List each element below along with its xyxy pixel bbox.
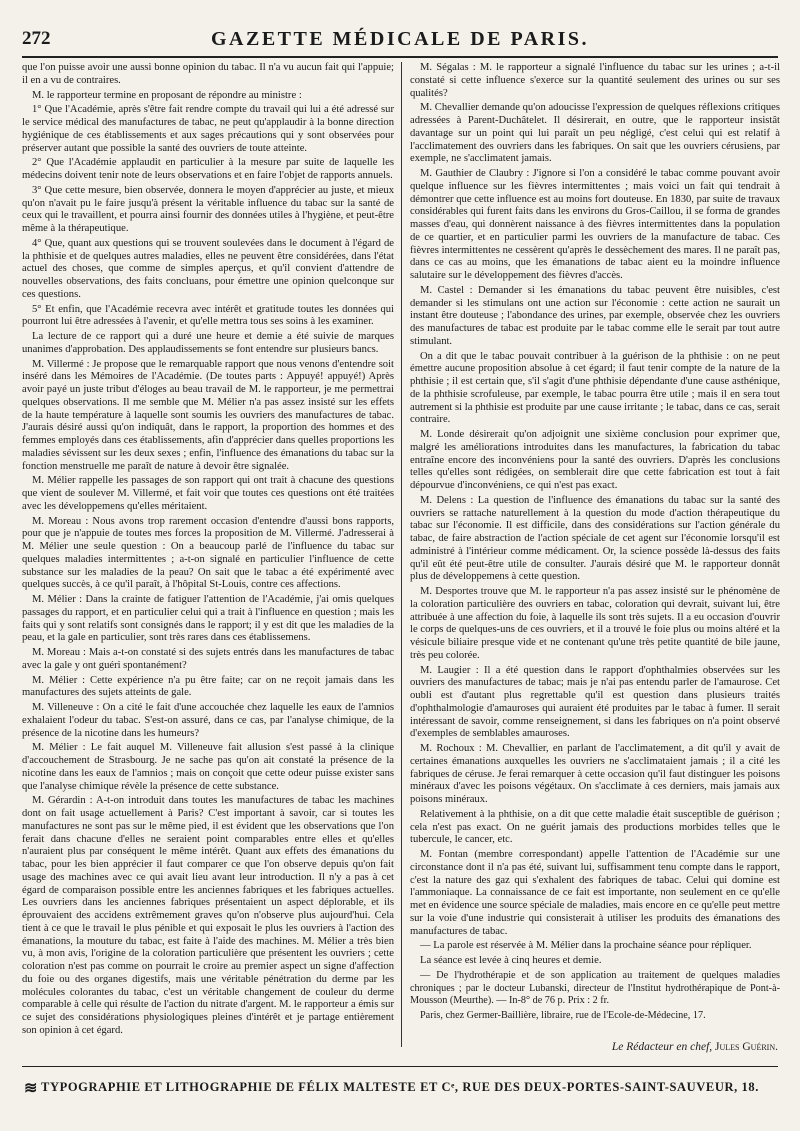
paragraph: 3° Que cette mesure, bien observée, donnera le moyen d'apprécier au juste, et mieux qu'on n'avait pu le faire jusqu'à présent la véritable influence du tabac sur la santé de ceux qui le travaillent, et pourra ainsi fournir des données utiles à l'hygiène, et peut-être même à la thérapeutique. xyxy=(22,184,394,234)
paragraph: 2° Que l'Académie applaudit en particulier à la mesure par suite de laquelle les médecins doivent tenir note de leurs observations et en faire l'objet de rapports annuels. xyxy=(22,157,394,181)
paragraph: 4° Que, quant aux questions qui se trouvent soulevées dans le document à l'égard de la phthisie et de quelques autres maladies, elles ne peuvent être considérées, dans l'état actuel des choses, que comme de simples aperçus, et qu'il convient d'attendre de nouvelles observations, des faits concluans, pour émettre une opinion quelconque sur ces questions. xyxy=(22,237,394,300)
journal-title: GAZETTE MÉDICALE DE PARIS. xyxy=(210,27,590,50)
column-divider xyxy=(401,62,402,1047)
paragraph: M. Ségalas : M. le rapporteur a signalé l'influence du tabac sur les urines ; a-t-il constaté si cette influence s'exerce sur la quantité seulement des urines ou sur ses qualités? xyxy=(410,62,780,99)
right-column xyxy=(410,62,780,1062)
paragraph: M. Rochoux : M. Chevallier, en parlant de l'acclimatement, a dit qu'il y avait de certaines émanations auxquelles les ouvriers ne s'acclimataient jamais ; il a cité les fabriques de céruse. Je ferai remarquer à cette occasion qu'il faut distinguer les poisons minéraux d'avec les poisons végétaux. On s'acclimate à ces derniers, mais jamais aux poisons minéraux. xyxy=(410,743,780,805)
editor-name: Jules Guérin. xyxy=(715,1041,778,1053)
header-rule xyxy=(22,56,778,58)
paragraph: La lecture de ce rapport qui a duré une heure et demie a été suivie de marques unanimes d'approbation. Des applaudissements se font entendre sur plusieurs bancs. xyxy=(22,331,394,355)
footer-rule xyxy=(22,1066,778,1067)
paragraph: M. Londe désirerait qu'on adjoignit une sixième conclusion pour exprimer que, malgré les améliorations introduites dans les manufactures, la fabrication du tabac entraîne encore des inconvéniens pour la santé des ouvriers. D'après les conclusions telles qu'elles sont rédigées, on semblerait dire que cette fabrication est tout à fait dépourvue d'inconvéniens, ce qui n'est pas exact. xyxy=(410,429,780,491)
paragraph: M. Fontan (membre correspondant) appelle l'attention de l'Académie sur une circonstance dont il n'a pas été, suivant lui, suffisamment tenu compte dans le rapport, c'est la nature des gaz qui s'exhalent des fabriques de tabac. Celui qui domine est l'ammoniaque. La connaissance de ce fait est importante, non seulement en ce qu'elle met en évidence une source spéciale de maladies, mais encore en ce qu'elle peut mettre sur la voie d'une industrie qui consisterait à utiliser les produits des émanations des manufactures de tabac. xyxy=(410,849,780,937)
printer-line: TYPOGRAPHIE ET LITHOGRAPHIE DE FÉLIX MALTESTE ET Cᵉ, RUE DES DEUX-PORTES-SAINT-SAUVEUR, 18. xyxy=(41,1080,759,1094)
paragraph: M. Mélier : Le fait auquel M. Villeneuve fait allusion s'est passé à la clinique d'accouchement de Strasbourg. Je ne sache pas qu'on ait constaté la présence de la nicotine dans les eaux de l'amnios ; mais on conçoit que cette odeur puisse exister sans que l'analyse chimique révèle la présence de cette substance. xyxy=(22,742,394,792)
page-number: 272 xyxy=(22,28,51,49)
paragraph: La séance est levée à cinq heures et demie. xyxy=(420,955,602,966)
printer-ornament-icon: ≋ xyxy=(24,1078,38,1097)
paragraph: M. le rapporteur termine en proposant de répondre au ministre : xyxy=(32,89,302,101)
bibliography-entry: — De l'hydrothérapie et de son application au traitement de quelques maladies chroniques ; par le docteur Lubanski, directeur de l'Institut hydrothérapique de Pont-à-Mousson (Meurthe). — In-8° de 76 p. Prix : 2 fr. xyxy=(410,969,780,1007)
paragraph: Relativement à la phthisie, on a dit que cette maladie était susceptible de guérison ; cela n'est pas exact. On ne guérit jamais des productions morbides telles que le tubercule, le cancer, etc. xyxy=(410,808,780,846)
paragraph: M. Desportes trouve que M. le rapporteur n'a pas assez insisté sur le phénomène de la coloration particulière des ouvriers en tabac, coloration qui devrait, suivant lui, être attribuée à une affection du foie, à laquelle ils sont très sujets. Il a eu occasion d'ouvrir le corps de quelques-uns de ces ouvriers, et il a trouvé le foie plus ou moins altéré et la vésicule biliaire presque vide et ne contenant qu'une très petite quantité de bile jaune, très peu colorée. xyxy=(410,586,780,661)
bibliography-notice xyxy=(410,970,780,1023)
paragraph: M. Chevallier demande qu'on adoucisse l'expression de quelques réflexions critiques adressées à Parent-Duchâtelet. Il désirerait, en outre, que le rapporteur insistât davantage sur un point qui lui paraît un peu négligé, c'est celui qui est relatif à l'acclimatement des ouvriers dans les fabriques. On sait que les ouvriers cérusiens, par exemple, ne s'acclimatent jamais. xyxy=(410,102,780,165)
paragraph: M. Laugier : Il a été question dans le rapport d'ophthalmies observées sur les ouvriers des manufactures de tabac; mais je n'ai pas entendu parler de l'amaurose. Cet oubli est d'autant plus regrettable qu'il est question dans plusieurs traités d'ophthalmologie d'amauroses qui auraient été produites par le tabac à fumer. Il serait intéressant de savoir, comme renseignement, si dans les fabriques on n'a point observé d'exemples de semblables amauroses. xyxy=(410,664,780,740)
paragraph: M. Castel : Demander si les émanations du tabac peuvent être nuisibles, c'est demander si les stimulans ont une action sur l'économie : cette action ne saurait un instant être douteuse ; l'abondance des urines, par exemple, observée chez les ouvriers des manufactures de tabac est produite par le tabac comme elle le serait par tout autre stimulant. xyxy=(410,284,780,347)
paragraph: On a dit que le tabac pouvait contribuer à la guérison de la phthisie : on ne peut émettre aucune proposition absolue à cet égard; il faut tenir compte de la nature de la phthisie ; il est certain que, s'il s'agit d'une phthisie dépendante d'une cause asthénique, de la phthisie scrofuleuse, par exemple, le tabac pourra être utile ; mais il en sera tout autrement si la phthisie est produite par une cause irritante ; le tabac, dans ce cas, serait contraire. xyxy=(410,350,780,426)
paragraph: 5° Et enfin, que l'Académie recevra avec intérêt et gratitude toutes les données qui pourront lui être adressées à l'avenir, et qu'elle mettra tous ses soins à les examiner. xyxy=(22,303,394,328)
editor-signature xyxy=(612,1041,778,1053)
paragraph: M. Delens : La question de l'influence des émanations du tabac sur la santé des ouvriers se rattache naturellement à la question du mode d'action thérapeutique du tabac sur l'économie. Il est difficile, dans des considérations sur l'action générale du tabac, de faire abstraction de l'action spéciale de cet agent sur l'économie lorsqu'il est administré à l'intérieur comme médicament. Or, la science possède là-dessus des faits qu'il eût été peut-être utile de consulter. J'aurais désiré que M. le rapporteur donnât plus de développemens à cette question. xyxy=(410,494,780,583)
paragraph: M. Moreau : Nous avons trop rarement occasion d'entendre d'aussi bons rapports, pour que je n'appuie de toutes mes forces la proposition de M. Villermé. J'adresserai à M. Mélier une seule question : On a beaucoup parlé de l'influence du tabac sur quelques maladies intermittentes ; a-t-on signalé en particulier l'influence de cette substance sur les maladies de la peau? On sait que le tabac a été expérimenté avec quelques succès, à ce qu'il paraît, à l'hôpital St-Louis, contre ces affections. xyxy=(22,515,394,591)
paragraph: M. Mélier : Cette expérience n'a pu être faite; car on ne reçoit jamais dans les manufactures des sujets atteints de gale. xyxy=(22,674,394,699)
editor-role: Le Rédacteur en chef, xyxy=(611,1041,713,1053)
paragraph: que l'on puisse avoir une aussi bonne opinion du tabac. Il n'a vu aucun fait qui l'appuie; il en a vu de contraires. xyxy=(22,62,394,86)
bibliography-publisher: Paris, chez Germer-Baillière, libraire, rue de l'Ecole-de-Médecine, 17. xyxy=(420,1010,706,1021)
paragraph: M. Moreau : Mais a-t-on constaté si des sujets entrés dans les manufactures de tabac avec la gale y ont guéri spontanément? xyxy=(22,647,394,671)
paragraph: M. Gérardin : A-t-on introduit dans toutes les manufactures de tabac les machines dont on fait usage actuellement à Paris? C'est important à savoir, car si toutes les manufactures ne sont pas sur le même pied, il est évident que les observations que l'on ferait dans chacune d'elles ne seraient point comparables entre elles et qu'elles n'auraient plus par conséquent le même intérêt. Quant aux effets des émanations du tabac, pour les bien apprécier il faut comparer ce que l'on observe depuis qu'on fait usage des machines avec ce qui avait lieu avant leur introduction. Il n'y a pas à cet égard de comparaison possible entre les anciennes fabriques et les fabriques actuelles. Les ouvriers dans les anciennes fabriques présentaient un aspect déplorable, et ils éprouvaient des accidens extrêmement graves qu'on n'observe plus aujourd'hui. Cela tient à ce que le travail le plus pénible et qui exposait le plus les ouvriers à l'action des émanations, la mouture du tabac, est faite à l'aide des machines. M. Mélier a très bien vu, à mon avis, l'origine de la coloration particulière que présentent les ouvriers ; cette coloration n'est pas comme on pourrait le croire au premier aspect un signe d'affection du foie ou des organes digestifs, mais une véritable pénétration du derme par les molécules colorantes du tabac, c'est un véritable changement de couleur du derme comparable à celle qui résulte de l'action du nitrate d'argent. M. le rapporteur a émis sur ce sujet des considérations physiologiques pleines d'intérêt et je partage entièrement son opinion à cet égard. xyxy=(22,795,394,1036)
paragraph: M. Mélier : Dans la crainte de fatiguer l'attention de l'Académie, j'ai omis quelques passages du rapport, et en particulier celui qui a trait à l'influence en question ; mais les faits qui y sont relatifs sont consignés dans le rapport; il y est dit que les maladies de la peau, et la gale en particulier, sont très rares dans ces établissemens. xyxy=(22,594,394,644)
paragraph: M. Gauthier de Claubry : J'ignore si l'on a considéré le tabac comme pouvant avoir quelque influence sur les fièvres intermittentes ; mais voici un fait qui tendrait à démontrer que cette influence est au moins fort douteuse. En 1830, par suite de travaux considérables qui furent faits dans les environs du Gros-Caillou, il se forma de grandes masses d'eau, qui donnèrent naissance à des fièvres intermittentes dans la population de ce quartier, et en particulier parmi les ouvriers de la manufacture de tabac. Ces fièvres intermittentes ne cessèrent qu'après le dessèchement des mares. Il ne paraît pas, dans ce cas au moins, que les émanations de tabac aient eu la moindre influence salutaire sur le développement des fièvres d'accès. xyxy=(410,168,780,281)
paragraph: — La parole est réservée à M. Mélier dans la prochaine séance pour répliquer. xyxy=(420,940,752,952)
left-column xyxy=(22,62,394,1062)
paragraph: M. Villermé : Je propose que le remarquable rapport que nous venons d'entendre soit inséré dans les Mémoires de l'Académie. (De toutes parts : Appuyé! appuyé!) Après avoir payé un juste tribut d'éloges au beau travail de M. le rapporteur, je me permettrai quelques observations. Il me semble que M. Mélier n'a pas assez insisté sur les effets de la haute température à laquelle sont soumis les ouvriers des manufactures de tabac. J'aurais désiré aussi qu'on indiquât, dans le rapport, la proportion des hommes et des femmes employés dans ces établissements, afin d'apprécier dans quelles proportions les maladies sévissent sur les deux sexes ; enfin, l'influence des émanations du tabac sur la fonction menstruelle me paraît de nature à devoir être signalée. xyxy=(22,358,394,472)
paragraph: M. Villeneuve : On a cité le fait d'une accouchée chez laquelle les eaux de l'amnios exhalaient l'odeur du tabac. S'est-on assuré, dans ce cas, par l'analyse chimique, de la présence de la nicotine dans les humeurs? xyxy=(22,702,394,739)
paragraph: 1° Que l'Académie, après s'être fait rendre compte du travail qui lui a été adressé sur le service médical des manufactures de tabac, ne peut qu'applaudir à la bonne direction hygiénique de ces établissements et aux sages précautions qui y sont observées pour préserver autant que possible la santé des ouvriers de toute atteinte. xyxy=(22,104,394,154)
paragraph: M. Mélier rappelle les passages de son rapport qui ont trait à chacune des questions que vient de soulever M. Villermé, et fait voir que toutes ces questions ont été traitées avec les développemens qu'elles méritaient. xyxy=(22,475,394,512)
page-header xyxy=(22,24,778,54)
